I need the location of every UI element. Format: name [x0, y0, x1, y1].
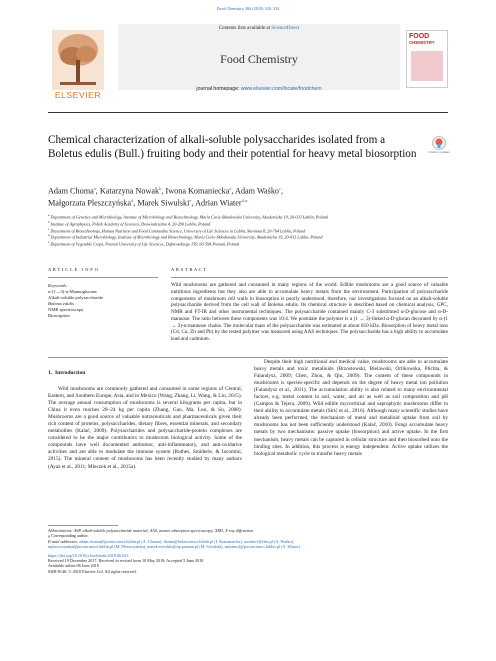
abstract-heading: A B S T R A C T [171, 267, 207, 272]
copyright: 0308-8146/ © 2018 Elsevier Ltd. All rights reserved. [48, 568, 137, 574]
keyword-item: Biosorption [48, 313, 70, 318]
authors-line-2 [48, 196, 448, 209]
journal-title: Food Chemistry [220, 52, 298, 66]
elsevier-wordmark: ELSEVIER [54, 90, 102, 100]
masthead-rule [48, 112, 448, 113]
affiliation-item [48, 220, 448, 227]
keyword-item: α-(1→3)-α-Mannoglucans [48, 289, 97, 294]
author-sup[interactable]: d,⁎ [241, 198, 248, 203]
author-sup[interactable]: a [93, 186, 96, 191]
intro-left-column: Wild mushrooms are commonly gathered and consumed in some regions of Central, Eastern, and Southern Europe, Asia, and in Mexico (Wang, Zhang, Li, Wang, & Liu, 2015). The average annual consumption of mushrooms is several kilograms per capita, but in China it even reaches 20–24 kg per capita (Zhang, Gao, Ma, Luo, & Su, 2008). Mushrooms are a good source of valuable nutraceuticals and pharmaceuticals given their rich content of proteins, polysaccharides, dietary fibres, essential minerals, and secondary metabolites (Kalač, 2009). Polysaccharides and polysaccharide-protein complexes are considered to be the major contributors to mushroom biological activity. Some of the compounds have well documented antitumor, anti-inflammatory, and anti-oxidative activities and are able to modulate the immune system (Ruthes, Smiderle, & Iacomini, 2015). The mineral content of mushrooms has been recently studied by many authors (Ayaz et al., 2011; Mleczek et al., 2015a). [48, 386, 242, 470]
sciencedirect-link[interactable]: ScienceDirect [271, 26, 300, 31]
affiliation-item [48, 213, 448, 220]
contents-line [118, 26, 400, 31]
elsevier-logo [48, 26, 108, 102]
homepage-link[interactable]: www.elsevier.com/locate/foodchem [240, 86, 322, 92]
affiliation-sup: d [48, 233, 50, 238]
author-sup[interactable]: e [189, 198, 192, 203]
article-info-rule [48, 277, 158, 278]
crossmark-label: Check for updates [428, 151, 450, 154]
author-sup[interactable]: b [159, 186, 162, 191]
cover-title-2: CHEMISTRY [409, 40, 435, 45]
affiliation-text: Department of Biotechnology, Human Nutrition and Food Commodity Science, University of Life Sciences in Lublin, Skromna 8, 20-704 Lublin, Poland [50, 227, 306, 233]
abstract-rule [171, 277, 448, 278]
author-name[interactable]: Adam Choma [48, 186, 94, 196]
emails-label: E-mail addresses: [48, 538, 80, 544]
author-name[interactable]: , Adrian Wiater [191, 198, 242, 208]
affiliation-sup: c [48, 226, 50, 231]
keyword-item: Boletus edulis [48, 301, 74, 306]
keyword-item: Alkali-soluble polysaccharide [48, 295, 103, 300]
article-title-text: Chemical characterization of alkali-soluble polysaccharides isolated from a Boletus edulis (Bull.) fruiting body and their potential for heavy metal biosorption [48, 134, 417, 160]
cover-title-1: FOOD [409, 33, 430, 40]
affiliations [48, 213, 448, 247]
abbreviations: Abbreviations: ASP, alkali-soluble polysaccharide material; AAS, atomic absorption spectroscopy; XRD, X-ray diffraction [48, 528, 254, 533]
author-name[interactable]: , Marek Siwulski [133, 198, 190, 208]
journal-cover[interactable] [406, 30, 448, 88]
author-name[interactable]: , Iwona Komaniecka [161, 186, 230, 196]
corresponding-author: ⁎ Corresponding author. [48, 533, 89, 539]
abstract-text: Wild mushrooms are gathered and consumed in many regions of the world. Edible mushrooms are a good source of valuable nutritious ingredients but they also are able to accumulate heavy metals from the environment. Participation of polysaccharide components of mushroom cell walls in biosorption is poorly understood, therefore, our investigations focused on an alkali-soluble polysaccharide derived from the cell wall of Boletus edulis. Its chemical structure is described based on chemical analysis, GPC, NMR and FT-IR and other instrumental techniques. The polysaccharide contained mainly C-3 substituted α-D-glucose and α-D-mannose. The ratio between these components was 10:4. We postulate the polymer is a (1 → 3)-linked α-D-glucan decorated by α-(1 → 3)-α-mannose chains. The molecular mass of the polysaccharide was estimated at about 850 kDa. Biosorption of heavy metal ions (Cd, Cu, Zn and Pb) by the tested polymer was measured using AAS techniques. The polysaccharide has a high ability to accumulate lead and cadmium. [171, 282, 448, 342]
footer [48, 528, 448, 574]
author-sep: , [281, 186, 284, 196]
homepage-prefix: journal homepage: [196, 86, 241, 92]
affiliation-text: Department of Industrial Microbiology, Institute of Microbiology and Biotechnology, Maria Curie-Skłodowska University, Akademicka 19, 20-033 Lublin, Poland [50, 234, 323, 240]
author-sup[interactable]: c [279, 186, 282, 191]
author-sup[interactable]: a [229, 186, 232, 191]
crossmark-icon[interactable] [432, 136, 446, 150]
masthead-center [118, 24, 400, 106]
received-dates: Received 19 December 2017; Received in revised form 10 May 2018; Accepted 5 June 2018 [48, 558, 204, 564]
intro-right-column: Despite their high nutritional and medical value, mushrooms are able to accumulate heavy metals and toxic metalloids (Brzostowski, Bielawski, Orlikowska, Plichta, & Falandysz, 2009; Chen, Zhou, & Qiu, 2009). The content of these compounds in mushrooms is species-specific and depends on the degree of heavy metal ion pollution (Falandysz et al., 2011). The accumulation ability is also related to many environmental factors, e.g. metal content in soil, water, and air as well as soil composition and pH (Campos & Tejera, 2009). Wild edible mycorrhizal and saprophytic mushrooms differ in their ability to accumulate metals (Sirić et al., 2016). Although many scientific studies have already been performed, the mechanism of metal and metalloid uptake from soil by mushrooms has not been sufficiently understood (Kalač, 2010). Fungi accumulate heavy metals by two mechanisms: passive uptake (biosorption) and active uptake. In the first mechanism, heavy metals can be captured in cellular structure and then biosorbed onto the binding sites. In addition, this process is energy independent. Active uptake utilizes the biological metabolic cycle to transfer heavy metals [254, 359, 448, 457]
abstract-bottom-rule [48, 357, 448, 358]
keyword-item: NMR spectroscopy [48, 307, 84, 312]
affiliation-sup: e [48, 240, 50, 245]
doi-link[interactable]: https://doi.org/10.1016/j.foodchem.2018.06.023 [48, 552, 129, 558]
contents-prefix: Contents lists available at [218, 26, 272, 31]
masthead [0, 16, 496, 112]
keywords-block [48, 283, 158, 319]
author-name[interactable]: Małgorzata Pleszczyńska [48, 198, 131, 208]
affiliation-text: Department of Genetics and Microbiology, Institute of Microbiology and Biotechnology, Maria Curie-Skłodowska University, Akademicka 19, 20-033 Lublin, Poland [50, 214, 328, 220]
available-online: Available online 06 June 2018 [48, 563, 99, 569]
affiliation-text: Institute of Agrophysics, Polish Academy of Sciences, Doświadczalna 4, 20-290 Lublin, Poland [50, 221, 211, 227]
author-name[interactable]: , Katarzyna Nowak [95, 186, 160, 196]
keywords-label: Keywords: [48, 283, 68, 288]
affiliation-item [48, 240, 448, 247]
author-sup[interactable]: d [130, 198, 134, 203]
footnote-rule [48, 525, 118, 526]
email-line-2[interactable]: mpleszczynska@poczta.umcs.lublin.pl (M. Pleszczyńska), marek.siwulski@up.poznan.pl (M. Siwulski), adrianw2@poczta.umcs.lublin.pl (A. Wiater). [48, 544, 302, 550]
section-heading: 1. Introduction [48, 370, 86, 376]
affiliation-item [48, 227, 448, 234]
article-info-heading: A R T I C L E I N F O [48, 267, 99, 272]
homepage-line [118, 86, 400, 92]
affiliation-sup: b [48, 219, 50, 224]
authors-line-1 [48, 184, 448, 197]
author-name[interactable]: , Adam Waśko [231, 186, 280, 196]
email-links[interactable]: adam.choma@poczta.umcs.lublin.pl (A. Choma), ikoma@hektor.umcs.lublin.pl (I. Komaniecka), awasko1@tlen.pl (A. Waśko), [79, 538, 295, 544]
running-head[interactable]: Food Chemistry 266 (2018) 329–334 [216, 6, 280, 11]
affiliation-item [48, 233, 448, 240]
elsevier-tree-icon [48, 26, 108, 92]
article-title [48, 134, 420, 161]
affiliation-text: Department of Vegetable Crops, Poznań University of Life Sciences, Dąbrowskiego 159, 60-594 Poznań, Poland [50, 241, 240, 247]
affiliation-sup: a [48, 213, 50, 217]
